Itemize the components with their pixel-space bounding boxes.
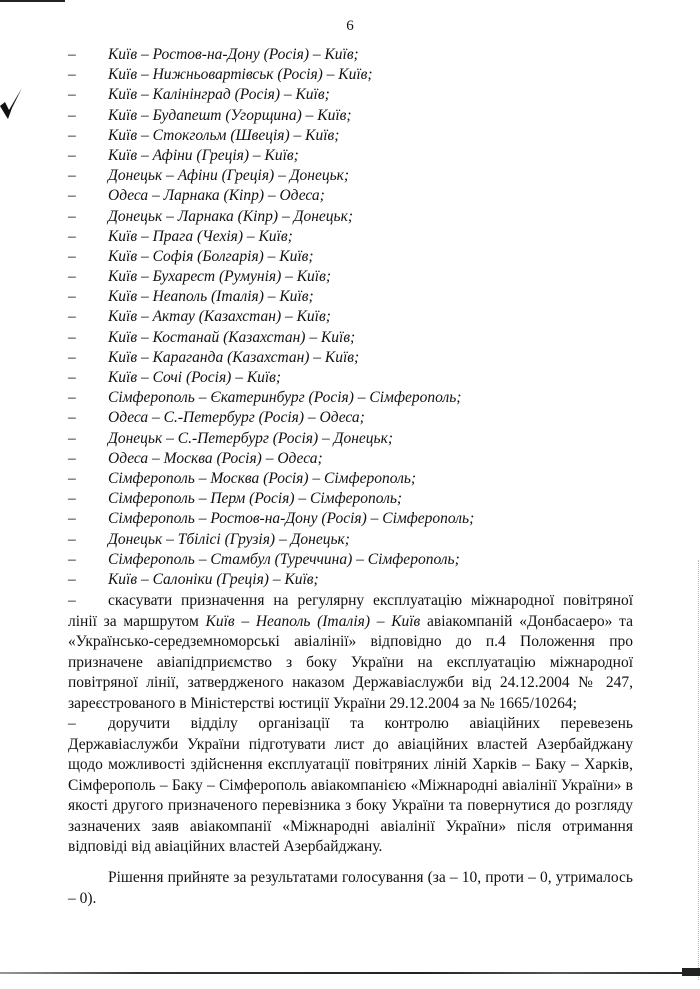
list-dash: – xyxy=(68,247,76,265)
route-item xyxy=(68,509,474,529)
list-dash: – xyxy=(68,66,76,84)
route-text: Донецьк – Ларнака (Кіпр) – Донецьк; xyxy=(108,207,353,225)
route-text: Київ – Ростов-на-Дону (Росія) – Київ; xyxy=(108,46,359,63)
route-item xyxy=(68,287,474,307)
list-dash: – xyxy=(68,510,76,528)
route-text: Сімферополь – Ростов-на-Дону (Росія) – Сімферополь; xyxy=(108,510,475,528)
route-item xyxy=(68,449,474,469)
route-text: Київ – Софія (Болгарія) – Київ; xyxy=(108,247,314,265)
list-dash: – xyxy=(68,570,76,588)
list-dash: – xyxy=(68,715,76,732)
list-dash: – xyxy=(68,550,76,568)
route-item xyxy=(68,307,474,327)
route-item xyxy=(68,166,474,186)
list-dash: – xyxy=(68,348,76,366)
list-dash: – xyxy=(68,288,76,306)
route-text: Сімферополь – Єкатеринбург (Росія) – Сімферополь; xyxy=(108,389,462,407)
route-text: Сімферополь – Стамбул (Туреччина) – Сімферополь; xyxy=(108,550,460,568)
list-dash: – xyxy=(68,126,76,144)
page-number: 6 xyxy=(346,18,354,34)
list-dash: – xyxy=(68,207,76,225)
list-dash: – xyxy=(68,409,76,427)
decision-paragraph: Рішення прийняте за результатами голосування (за – 10, проти – 0, утрималось – 0). xyxy=(68,869,633,907)
route-text: Сімферополь – Перм (Росія) – Сімферополь; xyxy=(108,490,403,508)
list-dash: – xyxy=(68,530,76,548)
route-text: Київ – Калінінград (Росія) – Київ; xyxy=(108,86,330,104)
route-item xyxy=(68,267,474,287)
route-text: Київ – Сочі (Росія) – Київ; xyxy=(108,369,282,386)
handwritten-checkmark-icon xyxy=(0,86,24,120)
route-item xyxy=(68,348,474,368)
cancel-designation-paragraph xyxy=(68,591,633,714)
route-item xyxy=(68,408,474,428)
scan-top-rule xyxy=(0,0,65,2)
route-text: Одеса – С.-Петербург (Росія) – Одеса; xyxy=(108,409,365,427)
route-list xyxy=(68,45,474,590)
list-dash: – xyxy=(68,106,76,124)
route-text: Київ – Салоніки (Греція) – Київ; xyxy=(108,570,319,588)
list-dash: – xyxy=(68,86,76,104)
route-item xyxy=(68,530,474,550)
route-text: Київ – Прага (Чехія) – Київ; xyxy=(108,227,293,245)
route-item xyxy=(68,45,474,65)
list-dash: – xyxy=(68,268,76,286)
route-item xyxy=(68,186,474,206)
list-dash: – xyxy=(68,389,76,407)
route-item xyxy=(68,227,474,247)
route-text: Київ – Афіни (Греція) – Київ; xyxy=(108,146,299,164)
route-item xyxy=(68,469,474,489)
list-dash: – xyxy=(68,146,76,164)
list-dash: – xyxy=(68,308,76,326)
route-text: Сімферополь – Москва (Росія) – Сімферополь; xyxy=(108,469,417,487)
route-text: Одеса – Ларнака (Кіпр) – Одеса; xyxy=(108,187,325,205)
route-item xyxy=(68,489,474,509)
list-dash: – xyxy=(68,449,76,467)
list-dash: – xyxy=(68,167,76,185)
route-item xyxy=(68,65,474,85)
paragraph-route: Київ – Неаполь (Італія) – Київ xyxy=(205,612,421,630)
route-item xyxy=(68,388,474,408)
list-dash: – xyxy=(68,46,76,63)
route-text: Київ – Актау (Казахстан) – Київ; xyxy=(108,308,331,326)
route-text: Київ – Стокгольм (Швеція) – Київ; xyxy=(108,126,340,144)
route-item xyxy=(68,106,474,126)
route-text: Київ – Бухарест (Румунія) – Київ; xyxy=(108,268,332,286)
list-dash: – xyxy=(68,490,76,508)
route-text: Київ – Нижньовартівськ (Росія) – Київ; xyxy=(108,66,373,84)
paragraph-text: доручити відділу організації та контролю авіаційних перевезень Державіаслужби України підготувати лист до авіаційних властей Азербайджану щодо можливості здійснення експлуатації повітряних ліній Харків – Баку – Харків, Сімферополь – Баку – Сімферополь авіакомпанією «Міжнародні авіалінії України» в якості другого призначеного перевізника з боку України та повернутися до розгляду зазначених заяв авіакомпанії «Міжнародні авіалінії України» після отримання відповіді від авіаційних властей Азербайджану. xyxy=(68,715,633,855)
route-item xyxy=(68,207,474,227)
route-text: Одеса – Москва (Росія) – Одеса; xyxy=(108,449,323,467)
scan-corner-mark xyxy=(682,968,700,976)
list-dash: – xyxy=(68,469,76,487)
paragraph-text: авіакомпаній «Донбасаеро» та «Українсько-середземноморські авіалінії» відповідно до п.4 Положення про призначене авіапідприємство з боку України на експлуатацію міжнародної повітряної лінії, затвердженого наказом Державіаслужби від 24.12.2004 № 247, зареєстрованого в Міністерстві юстиції України 29.12.2004 за № 1665/10264; xyxy=(68,612,633,712)
route-item xyxy=(68,85,474,105)
scan-bottom-rule xyxy=(0,972,700,974)
route-item xyxy=(68,368,474,388)
route-item xyxy=(68,146,474,166)
list-dash: – xyxy=(68,187,76,205)
route-text: Донецьк – Афіни (Греція) – Донецьк; xyxy=(108,167,350,185)
route-item xyxy=(68,126,474,146)
paragraph-text: скасувати призначення на регулярну експлуатацію міжнародної повітряної лінії за маршрутом xyxy=(68,592,633,630)
route-item xyxy=(68,570,474,590)
list-dash: – xyxy=(68,592,76,609)
route-item xyxy=(68,550,474,570)
route-text: Донецьк – С.-Петербург (Росія) – Донецьк; xyxy=(108,429,394,447)
route-text: Київ – Караганда (Казахстан) – Київ; xyxy=(108,348,360,366)
scan-edge xyxy=(697,560,699,980)
instruct-department-paragraph xyxy=(68,714,633,858)
list-dash: – xyxy=(68,429,76,447)
route-text: Київ – Будапешт (Угорщина) – Київ; xyxy=(108,106,352,124)
route-text: Донецьк – Тбілісі (Грузія) – Донецьк; xyxy=(108,530,350,548)
route-item xyxy=(68,328,474,348)
route-item xyxy=(68,247,474,267)
list-dash: – xyxy=(68,227,76,245)
route-text: Київ – Костанай (Казахстан) – Київ; xyxy=(108,328,356,346)
list-dash: – xyxy=(68,328,76,346)
route-item xyxy=(68,429,474,449)
list-dash: – xyxy=(68,369,76,386)
route-text: Київ – Неаполь (Італія) – Київ; xyxy=(108,288,314,306)
